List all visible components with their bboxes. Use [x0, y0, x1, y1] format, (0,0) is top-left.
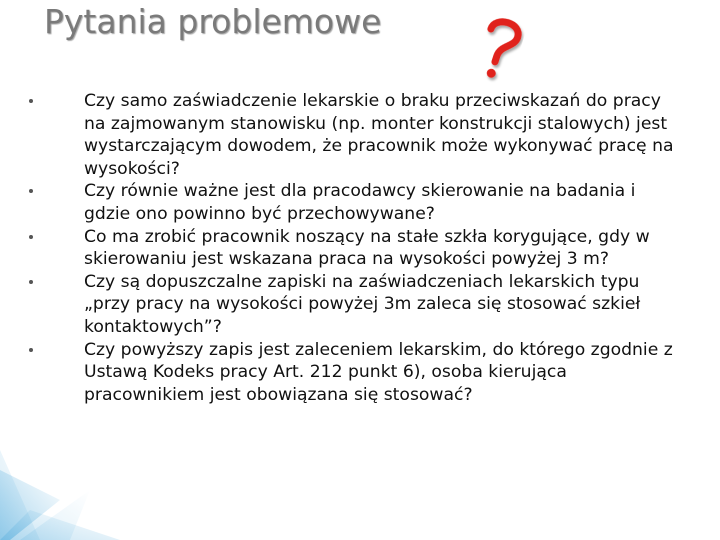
bullet-list — [84, 90, 684, 406]
bullet-text: Czy równie ważne jest dla pracodawcy skierowanie na badania i gdzie ono powinno być przechowywane? — [84, 181, 636, 224]
corner-decoration — [0, 430, 190, 540]
bullet-item — [84, 180, 684, 225]
bullet-item — [84, 339, 684, 407]
bullet-item — [84, 226, 684, 271]
question-mark-icon — [468, 6, 528, 86]
bullet-text: Co ma zrobić pracownik noszący na stałe szkła korygujące, gdy w skierowaniu jest wskazana praca na wysokości powyżej 3 m? — [84, 226, 650, 270]
bullet-item — [84, 271, 684, 339]
bullet-dot — [29, 280, 33, 284]
bullet-dot — [29, 235, 33, 239]
bullet-dot — [29, 348, 33, 352]
slide-title: Pytania problemowe — [44, 2, 382, 41]
bullet-dot — [29, 189, 33, 193]
bullet-text: Czy są dopuszczalne zapiski na zaświadczeniach lekarskich typu „przy pracy na wysokości powyżej 3m zaleca się stosować szkieł kontaktowych”? — [84, 271, 641, 337]
bullet-item — [84, 90, 684, 180]
bullet-text: Czy samo zaświadczenie lekarskie o braku przeciwskazań do pracy na zajmowanym stanowisku (np. monter konstrukcji stalowych) jest wystarczającym dowodem, że pracownik może wykonywać pracę na wysokości? — [84, 91, 674, 179]
bullet-text: Czy powyższy zapis jest zaleceniem lekarskim, do którego zgodnie z Ustawą Kodeks pracy Art. 212 punkt 6), osoba kierująca pracownikiem jest obowiązana się stosować? — [84, 339, 673, 405]
bullet-dot — [29, 99, 33, 103]
